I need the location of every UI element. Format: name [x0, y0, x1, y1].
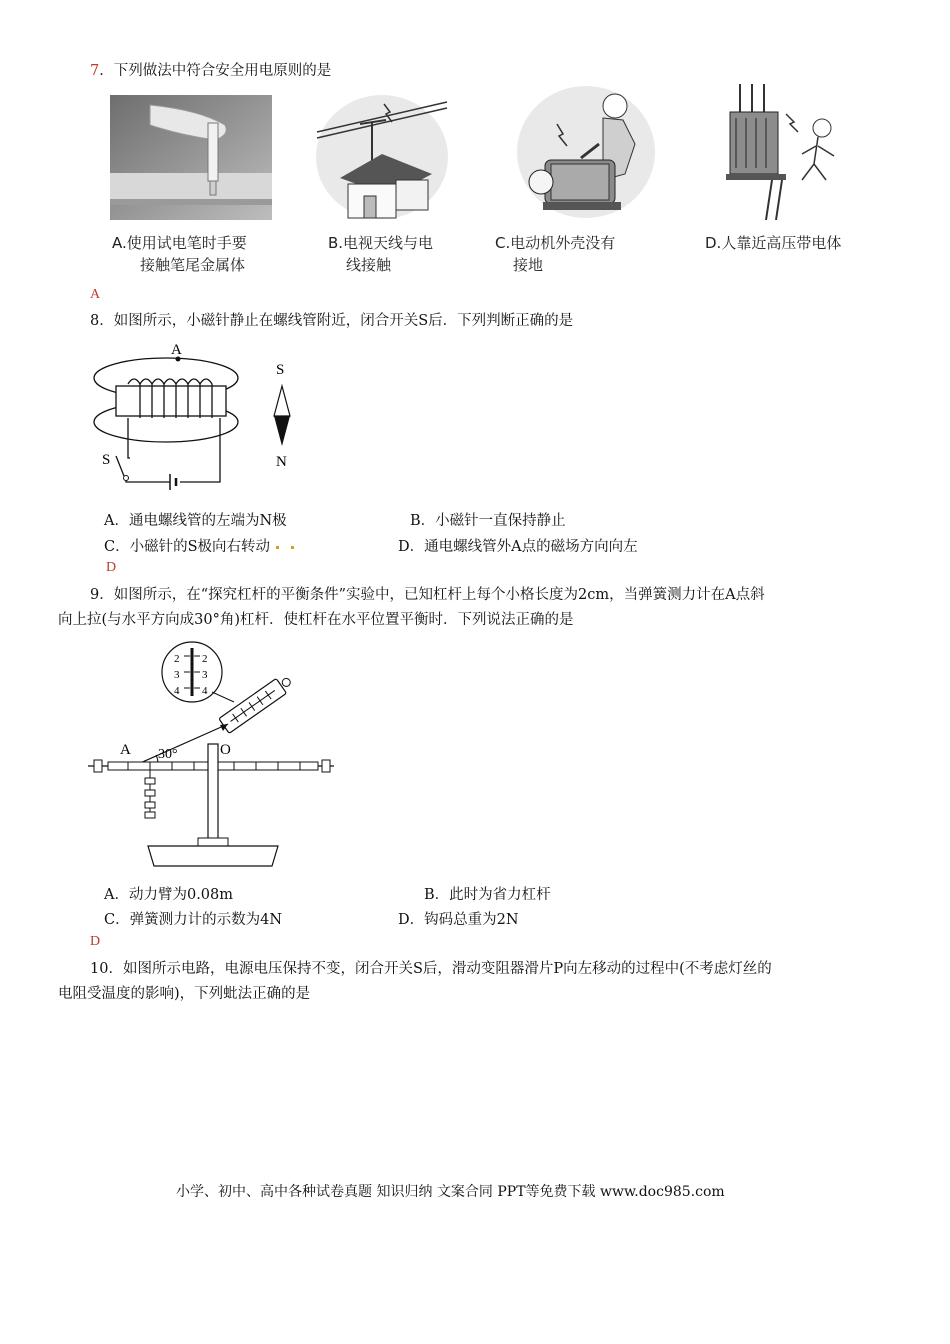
q8-label-a: A [171, 342, 182, 358]
q9-scale-left-2: 2 [174, 653, 180, 665]
q9-option-a: A．动力臂为0.08m [104, 887, 234, 903]
q8-stem: 8．如图所示，小磁针静止在螺线管附近，闭合开关S后．下列判断正确的是 [90, 313, 574, 329]
q9-option-b: B．此时为省力杠杆 [424, 887, 551, 903]
q9-label-o: O [220, 742, 231, 758]
q9-scale-left-4: 4 [174, 685, 180, 697]
q7-option-b [328, 232, 433, 276]
q9-option-c: C．弹簧测力计的示数为4N [104, 912, 283, 928]
q8-answer: D [106, 560, 117, 575]
q7-number: 7 [90, 63, 100, 79]
q7-option-b-line2: 线接触 [346, 256, 392, 274]
q7-option-d [705, 232, 841, 254]
q8-figure-solenoid [88, 338, 328, 498]
q7-option-c [495, 232, 615, 276]
q10-stem-line2: 电阻受温度的影响)，下列蚍法正确的是 [58, 986, 311, 1002]
q9-stem-line2: 向上拉(与水平方向成30°角)杠杆．使杠杆在水平位置平衡时．下列说法正确的是 [58, 612, 574, 628]
q7-figure-d-high-voltage [722, 84, 846, 220]
q8-option-c-text: C．小磁针的S极向右转动 [104, 539, 271, 555]
q8-needle-n-half [274, 416, 290, 446]
q8-label-switch: S [102, 452, 111, 468]
q8-needle-s-half [274, 386, 290, 416]
q7-option-c-line1: C.电动机外壳没有 [495, 234, 616, 252]
q8-option-a: A．通电螺线管的左端为N极 [104, 513, 287, 529]
q9-answer: D [90, 934, 101, 949]
q7-option-b-line1: B.电视天线与电 [328, 234, 434, 252]
q8-option-b: B．小磁针一直保持静止 [410, 513, 566, 529]
q9-scale-right-2: 2 [202, 653, 208, 665]
q8-option-d: D．通电螺线管外A点的磁场方向向左 [398, 539, 638, 555]
q7-figure-c-motor [515, 84, 657, 222]
q7-option-d-line1: D.人靠近高压带电体 [705, 234, 842, 252]
page-footer: 小学、初中、高中各种试卷真题 知识归纳 文案合同 PPT等免费下载 www.doc985.com [176, 1184, 725, 1200]
q7-option-a-line2: 接触笔尾金属体 [140, 256, 246, 274]
q9-scale-right-3: 3 [202, 669, 208, 681]
q9-scale-right-4: 4 [202, 685, 208, 697]
q7-figure-a-test-pen [110, 95, 272, 220]
q9-scale-left-3: 3 [174, 669, 180, 681]
q8-needle-top-label: S [276, 362, 285, 378]
q7-stem-text: ．下列做法中符合安全用电原则的是 [99, 63, 332, 79]
q7-figure-b-antenna-house [312, 92, 452, 222]
q7-option-a-line1: A.使用试电笔时手要 [112, 234, 247, 252]
q9-stem-line1: 9．如图所示，在“探究杠杆的平衡条件”实验中，已知杠杆上每个小格长度为2cm，当弹簧测力计在A点斜 [90, 587, 765, 603]
q8-mark [276, 546, 279, 549]
q7-answer: A [90, 287, 101, 302]
q7-stem [90, 60, 331, 82]
q9-figure-lever [88, 634, 348, 874]
q10-stem-line1: 10．如图所示电路，电源电压保持不变，闭合开关S后，滑动变阻器滑片P向左移动的过程中(不考虑灯丝的 [90, 961, 772, 977]
q8-needle-bottom-label: N [276, 454, 287, 470]
q8-option-c [104, 535, 300, 556]
q9-label-angle: 30° [158, 747, 178, 762]
q7-option-a [112, 232, 247, 276]
q9-label-a: A [120, 742, 131, 758]
q7-option-c-line2: 接地 [513, 256, 544, 274]
q8-mark [291, 546, 294, 549]
q9-option-d: D．钩码总重为2N [398, 912, 519, 928]
